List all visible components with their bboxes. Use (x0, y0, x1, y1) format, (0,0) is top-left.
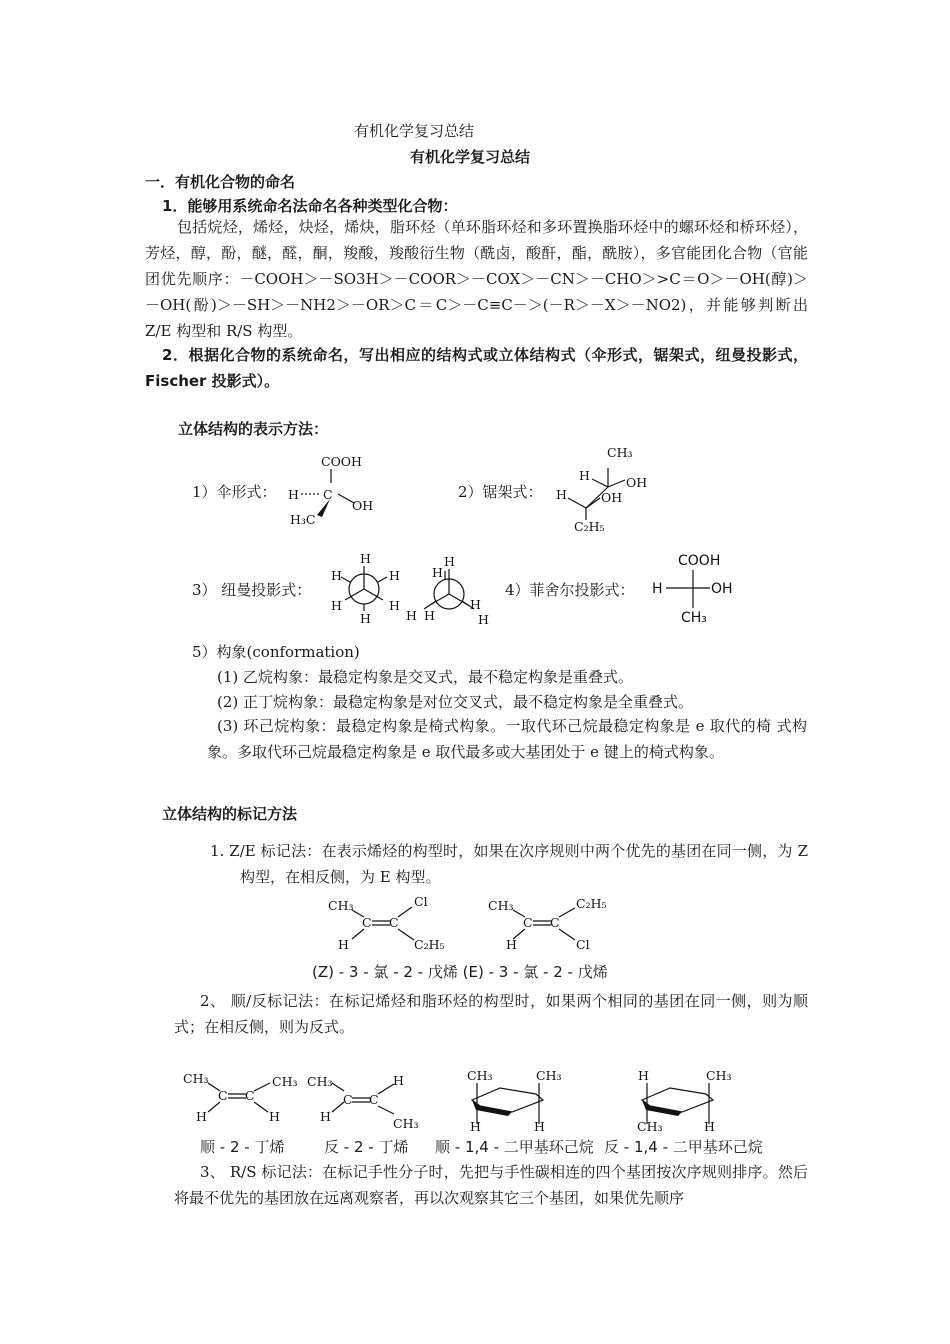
caption-cis-2-butene: 顺 - 2 - 丁烯 (200, 1138, 285, 1156)
newman-staggered-diagram (341, 566, 387, 611)
atom-h: H (432, 565, 443, 580)
atom-oh: OH (601, 490, 623, 505)
caption-trans-2-butene: 反 - 2 - 丁烯 (324, 1138, 409, 1156)
atom-h: H (478, 612, 489, 627)
atom-oh: OH (626, 475, 648, 490)
label-newman-projection: 3） 纽曼投影式： (192, 581, 312, 599)
atom-c2h5: C₂H₅ (574, 519, 605, 534)
fischer-diagram (666, 570, 710, 608)
label-fischer-projection: 4）菲舍尔投影式： (505, 581, 635, 599)
heading-stereo-representation: 立体结构的表示方法： (178, 420, 329, 438)
atom-h: H (196, 1109, 207, 1124)
atom-cl: Cl (414, 894, 428, 909)
atom-h: H (360, 551, 371, 566)
doc-title: 有机化学复习总结 (410, 148, 531, 166)
atom-c: C (389, 915, 399, 930)
subheading-systematic-naming: 1．能够用系统命名法命名各种类型化合物： (162, 197, 458, 215)
conformation-butane: (2) 正丁烷构象：最稳定构象是对位交叉式，最不稳定构象是全重叠式。 (217, 693, 694, 711)
atom-cl: Cl (576, 937, 590, 952)
atom-c2h5: C₂H₅ (576, 896, 607, 911)
atom-c2h5: C₂H₅ (414, 937, 445, 952)
atom-ch3: CH₃ (183, 1071, 209, 1086)
doc-title-plain: 有机化学复习总结 (354, 122, 475, 140)
atom-h: H (331, 598, 342, 613)
atom-h: H (389, 598, 400, 613)
atom-c: C (523, 915, 533, 930)
caption-cis-dimethylcyclohexane: 顺 - 1,4 - 二甲基环己烷 (435, 1138, 594, 1156)
paragraph-compound-types: 包括烷烃，烯烃，炔烃，烯炔，脂环烃（单环脂环烃和多环置换脂环烃中的螺环烃和桥环烃），芳烃，醇，酚，醚，醛，酮，羧酸，羧酸衍生物（酰卤，酸酐，酯，酰胺），多官能团化合物（官能团优先顺序：－COOH＞－SO3H＞－COOR＞－COX＞－CN＞－CHO＞>C＝O＞－OH(醇)＞－OH(酚)＞－SH＞－NH2＞－OR＞C＝C＞－C≡C－＞(－R＞－X＞－NO2)，并能够判断出 Z/E 构型和 R/S 构型。 (145, 218, 808, 340)
atom-c: C (550, 915, 560, 930)
atom-c: C (218, 1088, 228, 1103)
atom-ch3: CH₃ (307, 1074, 333, 1089)
atom-ch3: CH₃ (607, 445, 633, 460)
atom-h: H (406, 608, 417, 623)
atom-c: C (369, 1092, 379, 1107)
trans-cyclohexane-chair (642, 1083, 713, 1124)
conformation-ethane: (1) 乙烷构象：最稳定构象是交叉式，最不稳定构象是重叠式。 (217, 668, 634, 686)
atom-ch3: CH₃ (488, 898, 514, 913)
atom-cooh: COOH (678, 553, 721, 569)
atom-c: C (245, 1088, 255, 1103)
subheading-structural-formulas: 2．根据化合物的系统命名，写出相应的结构式或立体结构式（伞形式，锯架式，纽曼投影式，Fischer 投影式）。 (145, 346, 808, 390)
atom-ch3: CH₃ (272, 1074, 298, 1089)
atom-h3c: H₃C (290, 512, 316, 527)
atom-h: H (534, 1119, 545, 1134)
atom-h: H (389, 568, 400, 583)
atom-h: H (360, 611, 371, 626)
atom-h: H (338, 937, 349, 952)
atom-h: H (652, 581, 663, 597)
atom-h: H (638, 1068, 649, 1083)
atom-h: H (556, 487, 567, 502)
paragraph-ze-notation: 1. Z/E 标记法：在表示烯烃的构型时，如果在次序规则中两个优先的基团在同一侧，为 Z 构型，在相反侧，为 E 构型。 (210, 842, 808, 886)
caption-ze-pentene: (Z) - 3 - 氯 - 2 - 戊烯 (E) - 3 - 氯 - 2 - 戊烯 (312, 963, 608, 981)
atom-h: H (470, 1119, 481, 1134)
paragraph-cis-trans-notation: 2、 顺/反标记法：在标记烯烃和脂环烃的构型时，如果两个相同的基团在同一侧，则为顺式；在相反侧，则为反式。 (174, 992, 808, 1036)
atom-ch3: CH₃ (706, 1068, 732, 1083)
atom-cooh: COOH (321, 454, 362, 469)
atom-ch3: CH₃ (536, 1068, 562, 1083)
atom-ch3: CH₃ (328, 898, 354, 913)
atom-ch3: CH₃ (467, 1068, 493, 1083)
atom-oh: OH (352, 498, 374, 513)
atom-h: H (444, 554, 455, 569)
label-sawhorse-formula: 2）锯架式： (458, 483, 543, 501)
paragraph-rs-notation: 3、 R/S 标记法：在标记手性分子时，先把与手性碳相连的四个基团按次序规则排序。然后将最不优先的基团放在远离观察者，再以次观察其它三个基团，如果优先顺序 (174, 1163, 808, 1207)
atom-h: H (320, 1109, 331, 1124)
atom-h: H (579, 468, 590, 483)
conformation-cyclohexane: (3) 环己烷构象：最稳定构象是椅式构象。一取代环己烷最稳定构象是 e 取代的椅 式构象。多取代环己烷最稳定构象是 e 取代最多或大基团处于 e 键上的椅式构象。 (207, 717, 807, 761)
atom-h: H (470, 597, 481, 612)
label-conformation: 5）构象(conformation) (192, 643, 360, 661)
label-wedge-formula: 1）伞形式： (192, 483, 277, 501)
atom-ch3: CH₃ (637, 1119, 663, 1134)
atom-h: H (704, 1119, 715, 1134)
atom-ch3: CH₃ (681, 610, 707, 626)
trans-butene-diagram (332, 1083, 394, 1114)
atom-h: H (393, 1073, 404, 1088)
atom-h: H (331, 568, 342, 583)
atom-h: H (269, 1109, 280, 1124)
caption-trans-dimethylcyclohexane: 反 - 1,4 - 二甲基环己烷 (604, 1138, 763, 1156)
atom-c: C (343, 1092, 353, 1107)
atom-h: H (506, 937, 517, 952)
atom-h: H (424, 608, 435, 623)
atom-c: C (362, 915, 372, 930)
atom-oh: OH (711, 581, 733, 597)
section-heading-naming: 一．有机化合物的命名 (145, 173, 296, 191)
atom-c: C (323, 487, 333, 502)
cis-cyclohexane-chair (472, 1083, 543, 1124)
atom-ch3: CH₃ (393, 1116, 419, 1131)
atom-h: H (288, 487, 299, 502)
heading-stereo-marking: 立体结构的标记方法 (162, 805, 298, 823)
